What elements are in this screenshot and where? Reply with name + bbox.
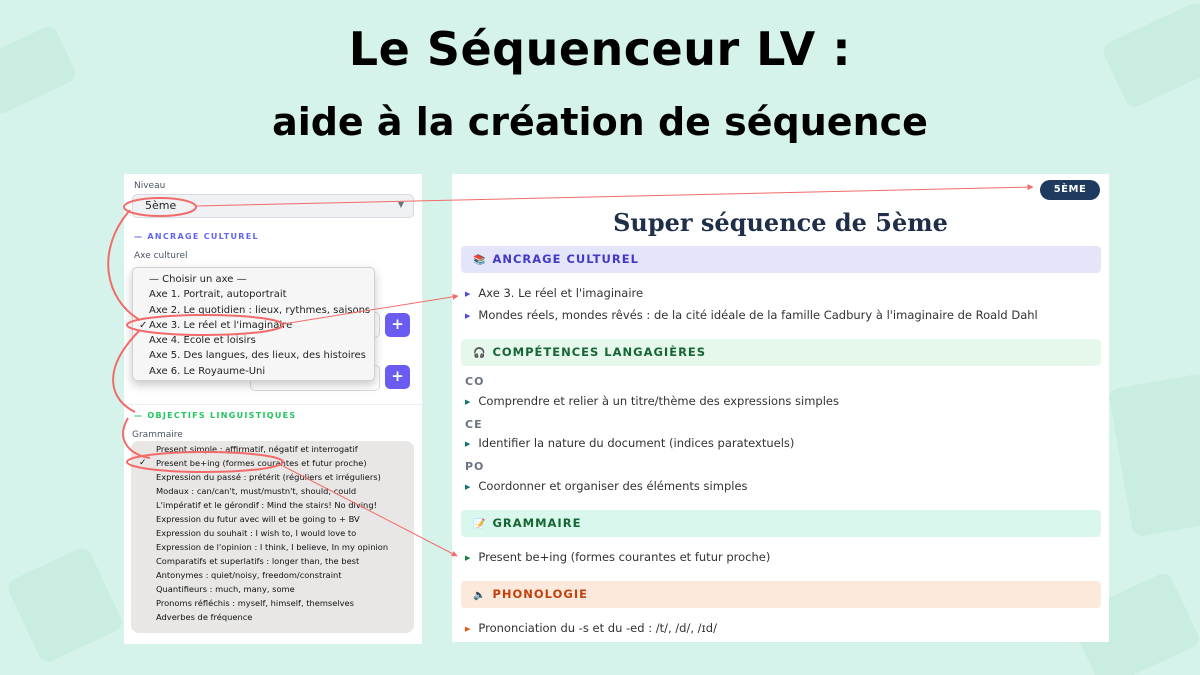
niveau-value: 5ème xyxy=(145,199,177,212)
ce-item: ▶ Identifier la nature du document (indices paratextuels) xyxy=(465,436,795,450)
axe-culturel-label: Axe culturel xyxy=(134,251,188,261)
sequence-title: Super séquence de 5ème xyxy=(613,208,948,237)
grammar-option[interactable]: Modaux : can/can't, must/mustn't, should, could xyxy=(156,486,357,496)
grammar-option-selected[interactable]: ✓ Present be+ing (formes courantes et futur proche) xyxy=(139,458,367,468)
triangle-right-icon: ▶ xyxy=(465,554,471,562)
axe-option[interactable]: Axe 5. Des langues, des lieux, des histoires xyxy=(149,350,366,362)
triangle-right-icon: ▶ xyxy=(465,440,471,448)
grammar-option[interactable]: Expression de l'opinion : I think, I believe, In my opinion xyxy=(156,542,389,552)
co-label: CO xyxy=(465,375,485,388)
annotation-curve xyxy=(123,418,150,458)
speaker-icon: 🔈 xyxy=(473,590,487,601)
arrow-niveau xyxy=(196,187,1033,206)
axe-option[interactable]: Axe 6. Le Royaume-Uni xyxy=(149,365,266,377)
memo-icon: 📝 xyxy=(473,519,487,530)
objectifs-heading: — OBJECTIFS LINGUISTIQUES xyxy=(134,411,297,420)
triangle-right-icon: ▶ xyxy=(465,625,471,633)
co-item: ▶ Comprendre et relier à un titre/thème des expressions simples xyxy=(465,394,839,408)
check-icon: ✓ xyxy=(139,319,148,331)
po-item: ▶ Coordonner et organiser des éléments simples xyxy=(465,479,748,493)
grammar-option[interactable]: Adverbes de fréquence xyxy=(156,612,253,622)
axe-option[interactable]: Axe 4. École et loisirs xyxy=(149,335,256,347)
page-subtitle: aide à la création de séquence xyxy=(272,100,928,144)
chevron-down-icon: ▼ xyxy=(397,200,404,209)
ancrage-item: ▶ Axe 3. Le réel et l'imaginaire xyxy=(465,286,644,300)
grammar-option[interactable]: Comparatifs et superlatifs : longer than, the best xyxy=(156,556,360,566)
niveau-highlight-circle xyxy=(124,198,196,216)
grammar-option[interactable]: Pronoms réfléchis : myself, himself, themselves xyxy=(156,598,354,608)
ancrage-section-header: 📚 ANCRAGE CULTUREL xyxy=(461,246,1101,273)
grammar-highlight-circle xyxy=(127,452,283,472)
add-axe-button[interactable]: + xyxy=(385,313,410,337)
grammaire-label: Grammaire xyxy=(132,430,183,440)
grammar-option[interactable]: Antonymes : quiet/noisy, freedom/constraint xyxy=(156,570,342,580)
triangle-right-icon: ▶ xyxy=(465,398,471,406)
grammar-option[interactable]: Expression du passé : prétérit (réguliers et irréguliers) xyxy=(156,472,381,482)
grammaire-item: ▶ Present be+ing (formes courantes et futur proche) xyxy=(465,550,771,564)
competences-section-header: 🎧 COMPÉTENCES LANGAGIÈRES xyxy=(461,339,1101,366)
add-theme-button[interactable]: + xyxy=(385,365,410,389)
axe-option[interactable]: Axe 2. Le quotidien : lieux, rythmes, saisons xyxy=(149,304,371,316)
po-label: PO xyxy=(465,460,485,473)
niveau-label: Niveau xyxy=(134,181,166,191)
check-icon: ✓ xyxy=(139,458,147,468)
arrow-axe xyxy=(283,296,458,324)
grammar-option[interactable]: Quantifieurs : much, many, some xyxy=(156,584,295,594)
triangle-right-icon: ▶ xyxy=(465,483,471,491)
ancrage-heading: — ANCRAGE CULTUREL xyxy=(134,232,259,241)
headphones-icon: 🎧 xyxy=(473,348,487,359)
phonologie-section-header: 🔈 PHONOLOGIE xyxy=(461,581,1101,608)
page-title: Le Séquenceur LV : xyxy=(348,22,852,76)
grammar-option[interactable]: Present simple : affirmatif, négatif et interrogatif xyxy=(156,444,358,454)
ce-label: CE xyxy=(465,418,483,431)
annotation-curve xyxy=(113,330,140,412)
grammaire-section-header: 📝 GRAMMAIRE xyxy=(461,510,1101,537)
axe-option[interactable]: Axe 1. Portrait, autoportrait xyxy=(149,289,287,301)
axe-option-selected[interactable]: ✓ Axe 3. Le réel et l'imaginaire xyxy=(139,319,293,331)
ancrage-item: ▶ Mondes réels, mondes rêvés : de la cité idéale de la famille Cadbury à l'imaginaire de Roald Dahl xyxy=(465,308,1038,322)
axe-option[interactable]: — Choisir un axe — xyxy=(149,274,247,285)
books-icon: 📚 xyxy=(473,255,487,266)
axe3-highlight-circle xyxy=(127,315,283,335)
grammar-option[interactable]: Expression du futur avec will et be going to + BV xyxy=(156,514,360,524)
arrow-grammar xyxy=(283,466,457,556)
grammar-option[interactable]: Expression du souhait : I wish to, I would love to xyxy=(156,528,357,538)
level-badge: 5ÈME xyxy=(1040,180,1100,200)
triangle-right-icon: ▶ xyxy=(465,312,471,320)
triangle-right-icon: ▶ xyxy=(465,290,471,298)
grammar-option[interactable]: L'impératif et le gérondif : Mind the stairs! No diving! xyxy=(156,500,377,510)
phonologie-item: ▶ Prononciation du -s et du -ed : /t/, /d/, /ɪd/ xyxy=(465,621,717,635)
annotation-curve xyxy=(108,210,140,320)
